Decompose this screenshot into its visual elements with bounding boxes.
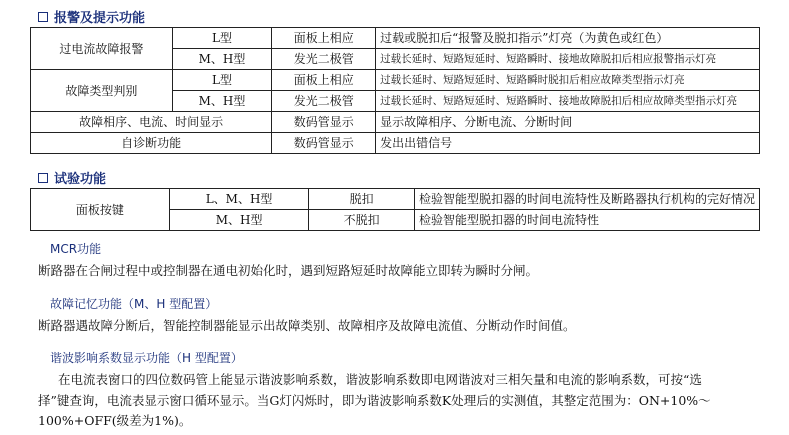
table-cell: 发光二极管 (272, 49, 376, 70)
checkbox-icon (38, 173, 48, 183)
harmonic-title: 谐波影响系数显示功能（H 型配置） (50, 351, 243, 365)
checkbox-icon (38, 12, 48, 22)
alarm-table (30, 27, 760, 154)
table-cell: M、H型 (172, 91, 272, 112)
table-cell: 脱扣 (309, 189, 415, 210)
table-cell: 过载长延时、短路短延时、短路瞬时、接地故障脱扣后相应报警指示灯亮 (376, 49, 760, 70)
table-row (31, 133, 760, 154)
harmonic-text-line3: 100%+OFF(级差为1%)。 (38, 413, 192, 428)
table-cell: L、M、H型 (169, 189, 309, 210)
table-cell: 过电流故障报警 (31, 28, 173, 70)
table-cell: 发出出错信号 (376, 133, 760, 154)
table-cell: 面板上相应 (272, 28, 376, 49)
table-row (31, 28, 760, 49)
mcr-text: 断路器在合闸过程中或控制器在通电初始化时，遇到短路短延时故障能立即转为瞬时分闸。 (38, 263, 539, 278)
table-cell: 数码管显示 (272, 112, 376, 133)
table-cell: L型 (172, 70, 272, 91)
harmonic-text-line2: 择”键查询，电流表显示窗口循环显示。当G灯闪烁时，即为谐波影响系数K处理后的实测值，其整定范围为：ON+10%～ (38, 393, 711, 408)
table-cell: 检验智能型脱扣器的时间电流特性 (414, 210, 759, 231)
table-cell: 数码管显示 (272, 133, 376, 154)
mcr-title: MCR功能 (50, 242, 102, 256)
table-row (31, 189, 760, 210)
harmonic-text-line1: 在电流表窗口的四位数码管上能显示谐波影响系数，谐波影响系数即电网谐波对三相矢量和电流的影响系数，可按“选 (58, 372, 702, 387)
table-cell: 过载长延时、短路短延时、短路瞬时、接地故障脱扣后相应故障类型指示灯亮 (376, 91, 760, 112)
table-cell: M、H型 (172, 49, 272, 70)
table-row (31, 70, 760, 91)
table-cell: 检验智能型脱扣器的时间电流特性及断路器执行机构的完好情况 (414, 189, 759, 210)
table-row (31, 112, 760, 133)
memory-text: 断路器遇故障分断后，智能控制器能显示出故障类别、故障相序及故障电流值、分断动作时间值。 (38, 318, 576, 333)
table-cell: 不脱扣 (309, 210, 415, 231)
test-section-title: 试验功能 (38, 168, 106, 187)
table-cell: 故障相序、电流、时间显示 (31, 112, 272, 133)
table-cell: 故障类型判别 (31, 70, 173, 112)
table-cell: 面板上相应 (272, 70, 376, 91)
table-cell: L型 (172, 28, 272, 49)
table-cell: 自诊断功能 (31, 133, 272, 154)
table-cell: 过载或脱扣后“报警及脱扣指示”灯亮（为黄色或红色） (376, 28, 760, 49)
table-cell: 过载长延时、短路短延时、短路瞬时脱扣后相应故障类型指示灯亮 (376, 70, 760, 91)
table-cell: 发光二极管 (272, 91, 376, 112)
table-cell: 显示故障相序、分断电流、分断时间 (376, 112, 760, 133)
table-cell: M、H型 (169, 210, 309, 231)
test-table (30, 188, 760, 231)
alarm-section-title: 报警及提示功能 (38, 7, 145, 26)
memory-title: 故障记忆功能（M、H 型配置） (50, 297, 218, 311)
table-cell: 面板按键 (31, 189, 170, 231)
